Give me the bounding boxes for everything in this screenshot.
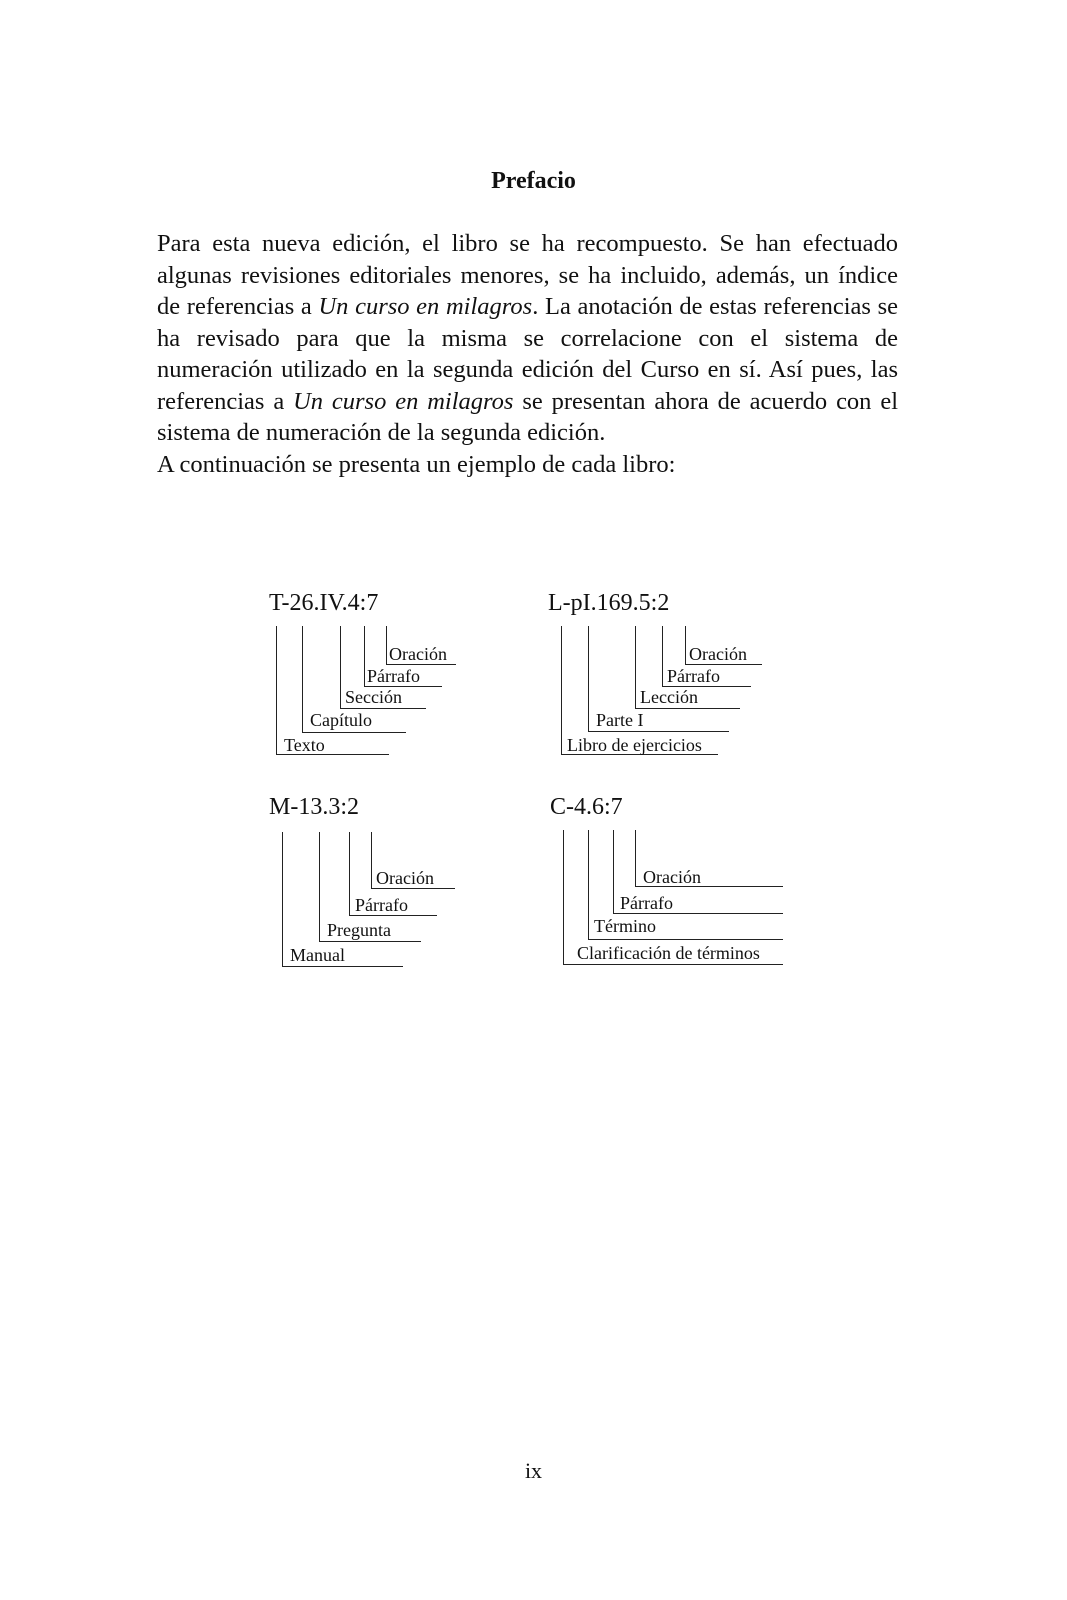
bracket-line xyxy=(302,626,303,732)
book-title-italic: Un curso en milagros xyxy=(318,293,533,320)
reference-diagram-clarification xyxy=(550,794,850,994)
reference-diagram-workbook xyxy=(548,590,848,790)
book-title-italic: Un curso en milagros xyxy=(293,387,514,415)
bracket-line xyxy=(613,830,614,913)
diagram-label: Clarificación de términos xyxy=(577,943,760,963)
diagram-label: Parte I xyxy=(596,710,644,730)
bracket-line xyxy=(635,830,636,886)
bracket-line xyxy=(371,832,372,888)
diagram-label: Pregunta xyxy=(327,920,391,940)
diagram-label: Libro de ejercicios xyxy=(567,735,702,755)
bracket-line xyxy=(340,626,341,708)
bracket-line xyxy=(563,964,783,965)
diagram-label: Sección xyxy=(345,687,402,707)
bracket-line xyxy=(561,626,562,754)
bracket-line xyxy=(319,941,421,942)
paragraph-text-3: se presentan ahora de acuerdo con el sistema de numeración de la segunda edición. xyxy=(157,387,898,446)
bracket-line xyxy=(588,830,589,939)
bracket-line xyxy=(386,626,387,664)
diagram-label: Texto xyxy=(284,735,325,755)
bracket-line xyxy=(588,731,729,732)
bracket-line xyxy=(662,626,663,686)
diagram-label: Párrafo xyxy=(367,666,420,686)
bracket-line xyxy=(340,708,426,709)
bracket-line xyxy=(371,888,455,889)
diagram-label: Párrafo xyxy=(667,666,720,686)
bracket-line xyxy=(685,664,762,665)
diagram-label: Oración xyxy=(689,644,747,664)
diagram-label: Capítulo xyxy=(310,710,372,730)
reference-code: C-4.6:7 xyxy=(550,794,623,820)
reference-code: L-pI.169.5:2 xyxy=(548,590,670,616)
reference-diagram-manual xyxy=(269,794,569,994)
reference-diagram-text xyxy=(269,590,569,790)
bracket-line xyxy=(613,913,783,914)
paragraph-last-line: A continuación se presenta un ejemplo de cada libro: xyxy=(157,450,676,478)
bracket-line xyxy=(276,626,277,754)
diagram-label: Oración xyxy=(389,644,447,664)
paragraph-text-1: Para esta nueva edición, el libro se ha recompuesto. Se han efectuado algunas revisiones editoriales menores, se ha incluido, además, un índice de referencias a xyxy=(157,230,898,320)
diagram-label: Lección xyxy=(640,687,698,707)
reference-code: M-13.3:2 xyxy=(269,794,359,820)
bracket-line xyxy=(588,626,589,731)
preface-paragraph xyxy=(157,228,898,480)
bracket-line xyxy=(282,832,283,966)
bracket-line xyxy=(685,626,686,664)
bracket-line xyxy=(364,626,365,686)
bracket-line xyxy=(635,708,740,709)
diagram-label: Párrafo xyxy=(355,895,408,915)
bracket-line xyxy=(282,966,403,967)
bracket-line xyxy=(349,915,437,916)
paragraph-text-2: . La anotación de estas referencias se ha revisado para que la misma se correlacione con el sistema de numeración utilizado en la segunda edición del Curso en sí. Así pues, las referencias a xyxy=(157,293,898,415)
bracket-line xyxy=(563,830,564,964)
bracket-line xyxy=(386,664,456,665)
diagram-label: Término xyxy=(594,916,656,936)
diagram-label: Oración xyxy=(376,868,434,888)
bracket-line xyxy=(349,832,350,915)
bracket-line xyxy=(635,626,636,708)
bracket-line xyxy=(588,939,783,940)
bracket-line xyxy=(302,732,406,733)
reference-code: T-26.IV.4:7 xyxy=(269,590,379,616)
bracket-line xyxy=(319,832,320,941)
page-title: Prefacio xyxy=(491,168,576,194)
page-number: ix xyxy=(524,1458,543,1483)
diagram-label: Párrafo xyxy=(620,893,673,913)
diagram-label: Manual xyxy=(290,945,345,965)
diagram-label: Oración xyxy=(643,867,701,887)
